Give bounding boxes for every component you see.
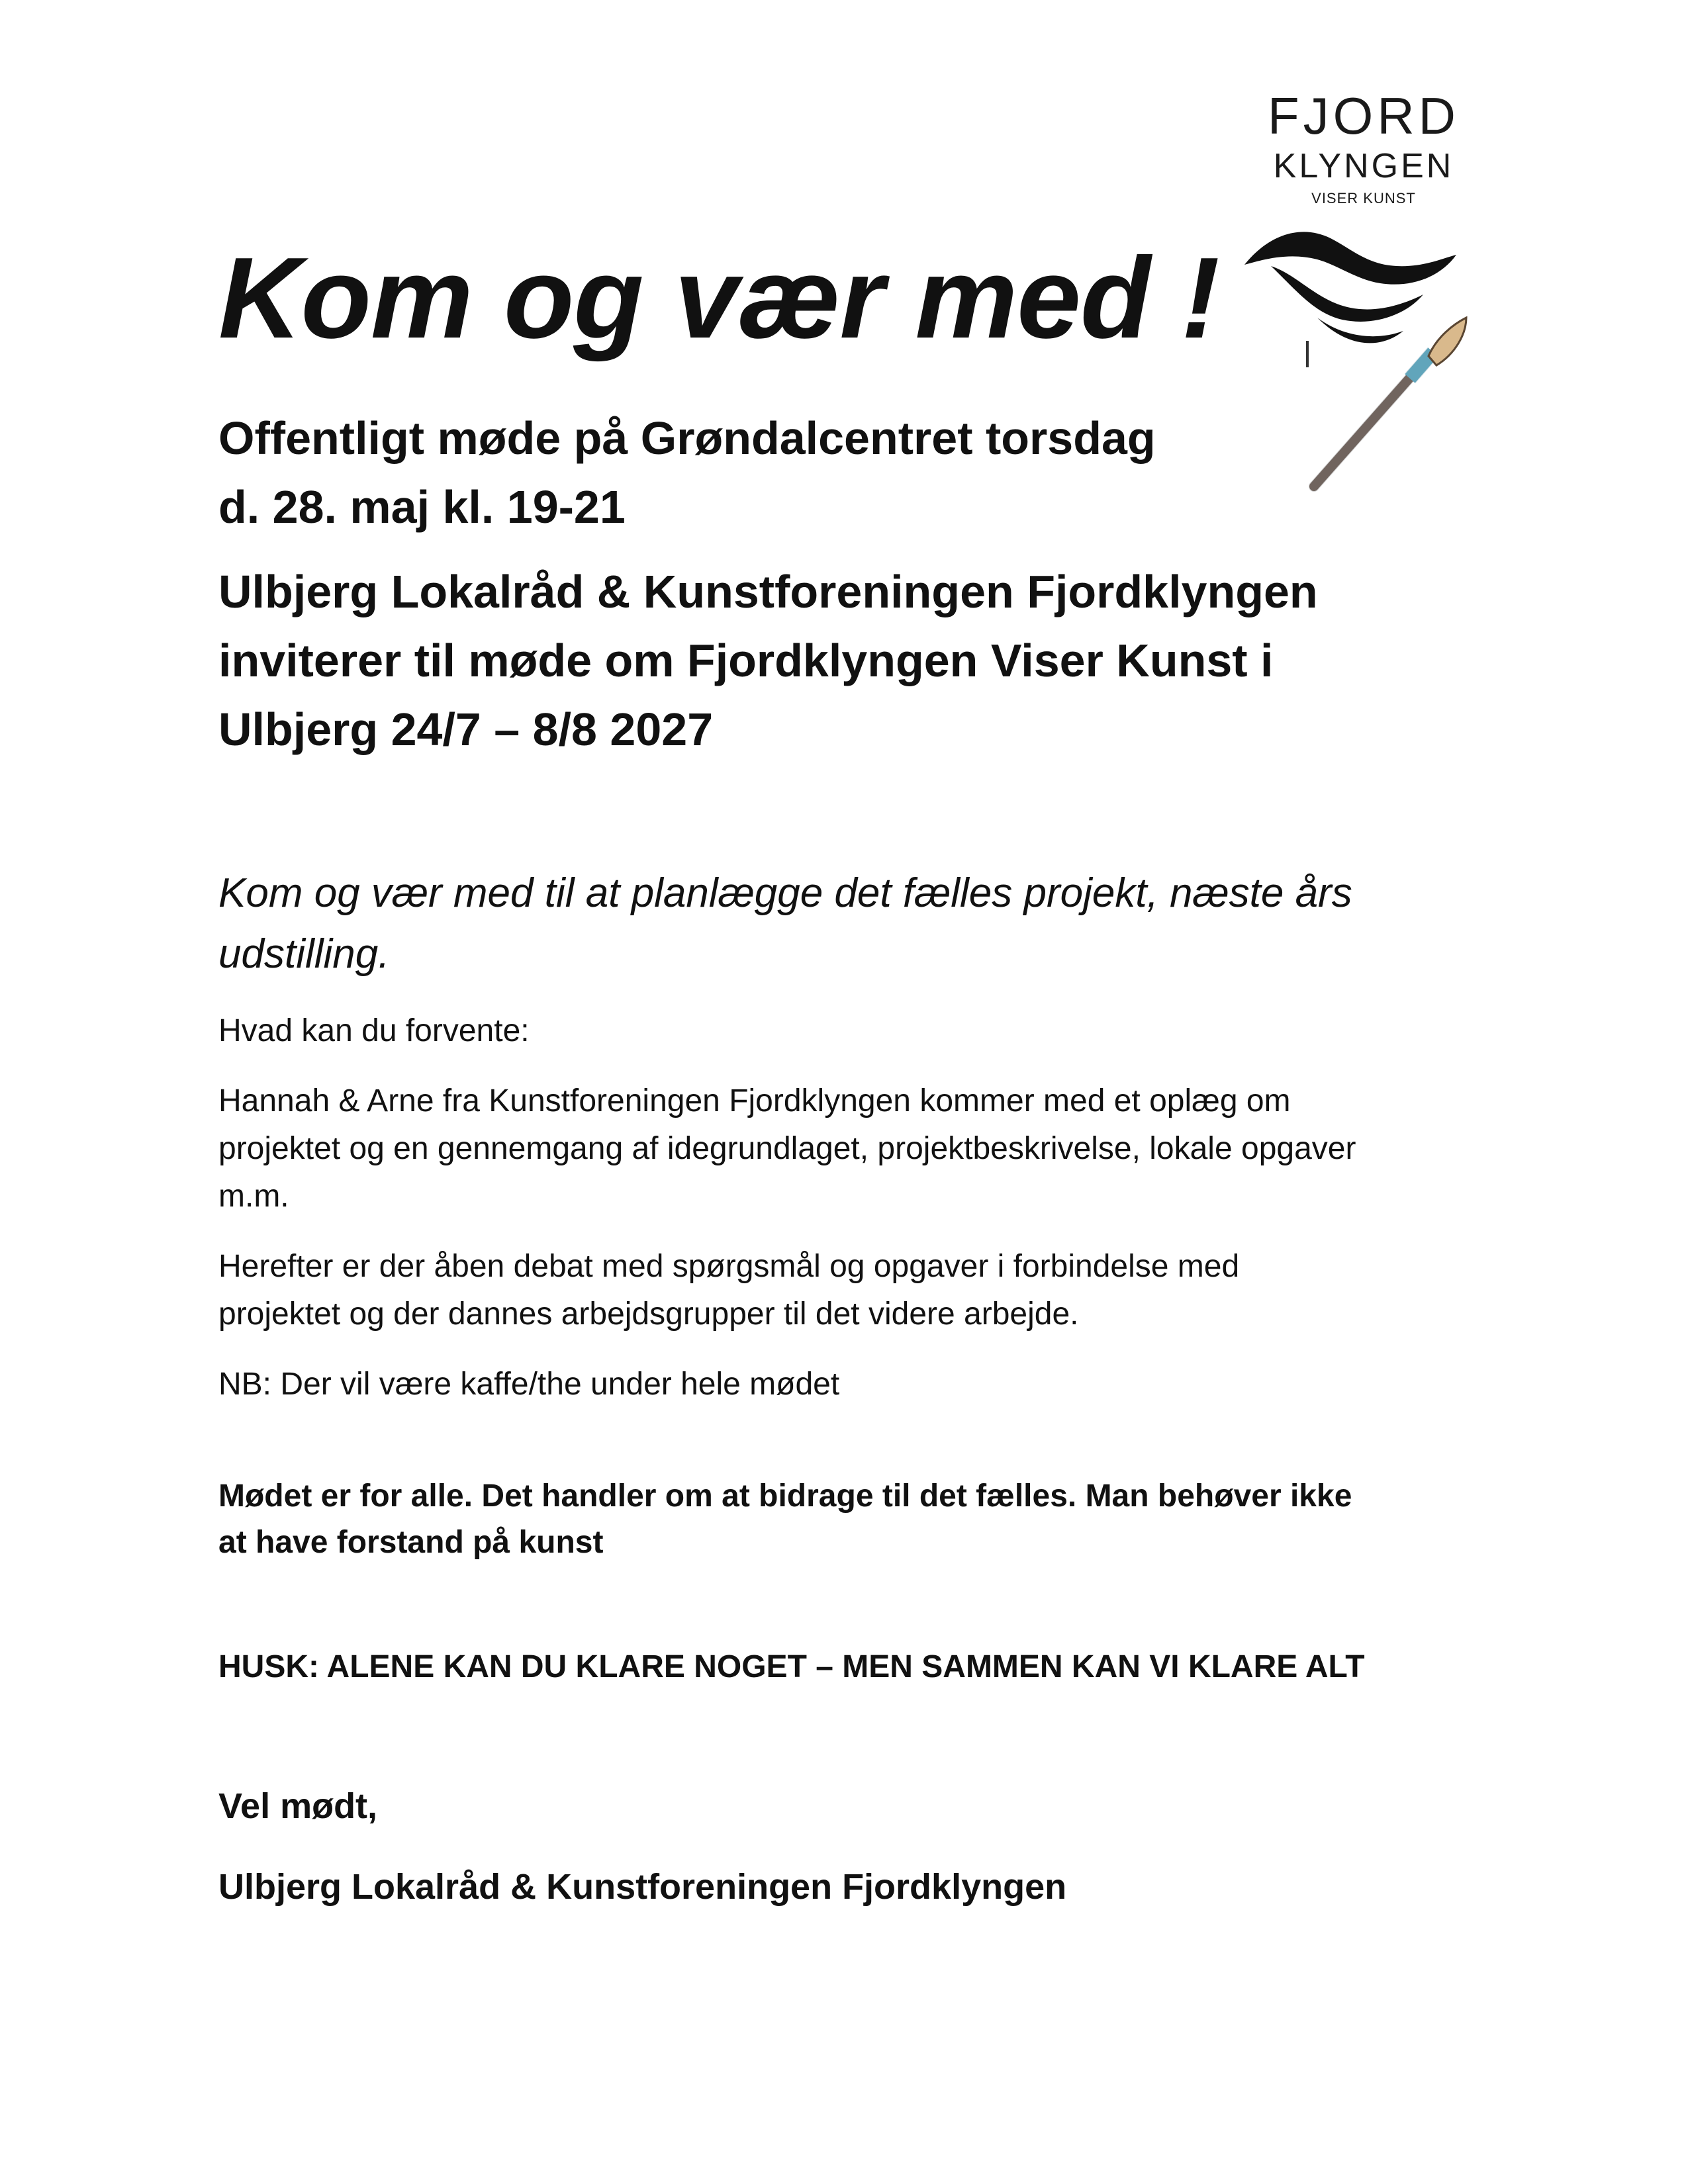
paragraph2-line-1: Herefter er der åben debat med spørgsmål og opgaver i forbindelse med: [218, 1249, 1240, 1284]
coffee-note: NB: Der vil være kaffe/the under hele mødet: [218, 1367, 840, 1402]
paragraph-debate: [218, 1243, 1476, 1338]
paragraph-presentation: [218, 1077, 1476, 1220]
paragraph1-line-1: Hannah & Arne fra Kunstforeningen Fjordklyngen kommer med et oplæg om: [218, 1083, 1291, 1118]
meeting-line-1: Offentligt møde på Grøndalcentret torsdag: [218, 412, 1156, 464]
closing-greeting: Vel mødt,: [218, 1786, 378, 1826]
expect-heading: Hvad kan du forvente:: [218, 1013, 530, 1048]
for-all-line-1: Mødet er for alle. Det handler om at bidrage til det fælles. Man behøver ikke: [218, 1479, 1352, 1514]
intro-line-1: Kom og vær med til at planlægge det fælles projekt, næste års: [218, 870, 1352, 916]
headline: Kom og vær med !: [218, 233, 1219, 362]
paragraph1-line-3: m.m.: [218, 1179, 289, 1214]
intro-line-2: udstilling.: [218, 931, 390, 977]
meeting-line-2: d. 28. maj kl. 19-21: [218, 481, 626, 533]
invitation-line-2: inviterer til møde om Fjordklyngen Viser Kunst i: [218, 635, 1274, 686]
for-all-notice: [218, 1473, 1476, 1566]
for-all-line-2: at have forstand på kunst: [218, 1525, 604, 1560]
paragraph1-line-2: projektet og en gennemgang af idegrundlaget, projektbeskrivelse, lokale opgaver: [218, 1131, 1356, 1166]
invitation: [218, 557, 1476, 764]
meeting-info: [218, 404, 1476, 541]
logo-line-viser-kunst: VISER KUNST: [1311, 190, 1416, 206]
invitation-line-1: Ulbjerg Lokalråd & Kunstforeningen Fjordklyngen: [218, 566, 1318, 617]
logo-text: [1244, 86, 1483, 210]
invitation-line-3: Ulbjerg 24/7 – 8/8 2027: [218, 704, 714, 755]
logo-line-fjord: FJORD: [1268, 87, 1460, 145]
closing-signature: Ulbjerg Lokalråd & Kunstforeningen Fjordklyngen: [218, 1867, 1067, 1907]
flyer-content: [218, 232, 1476, 1944]
remember-slogan: HUSK: ALENE KAN DU KLARE NOGET – MEN SAMMEN KAN VI KLARE ALT: [218, 1649, 1365, 1684]
logo-line-klyngen: KLYNGEN: [1273, 147, 1454, 185]
paragraph2-line-2: projektet og der dannes arbejdsgrupper til det videre arbejde.: [218, 1297, 1079, 1332]
intro-text: [218, 863, 1476, 985]
